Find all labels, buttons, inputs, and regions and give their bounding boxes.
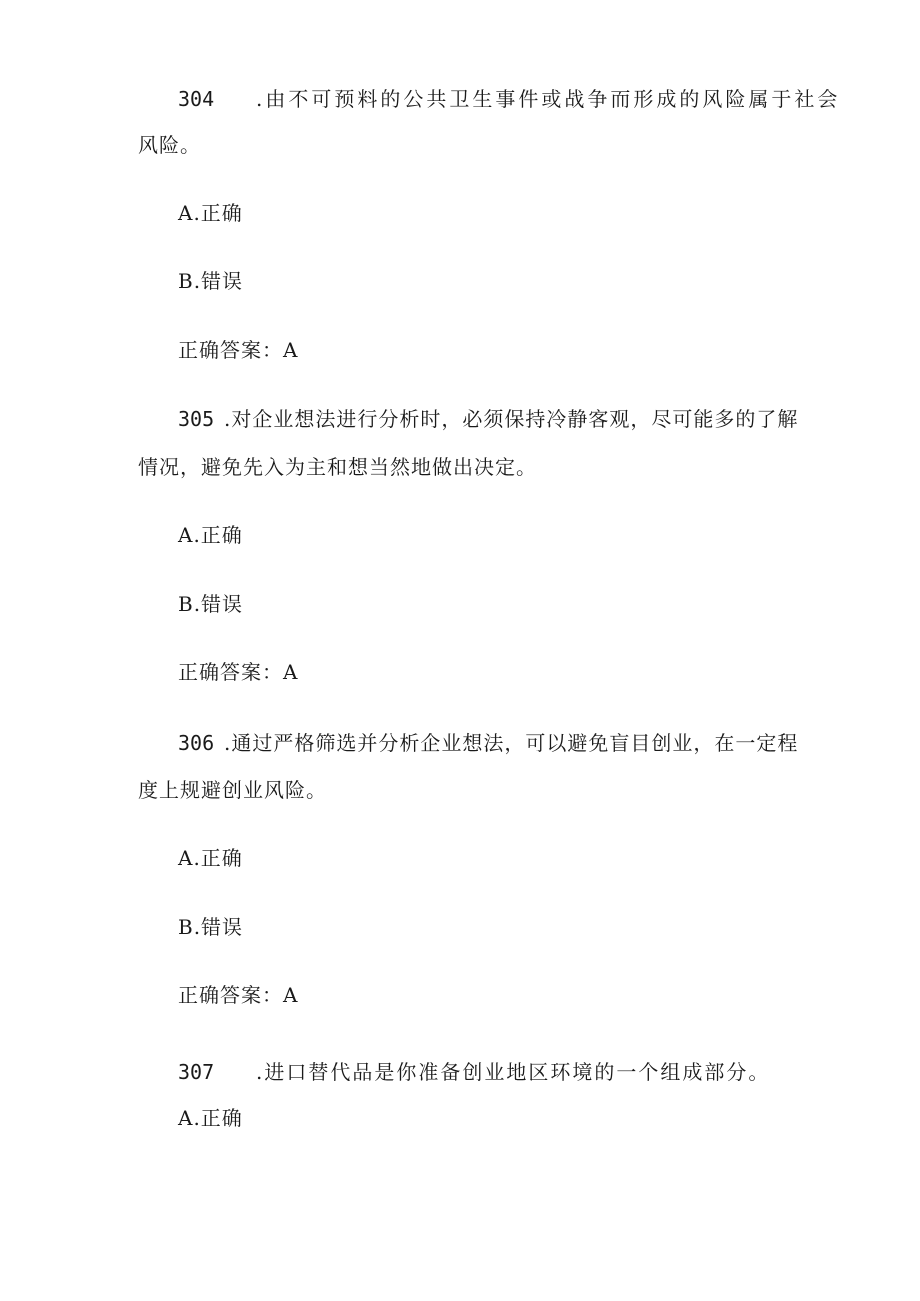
question-304-option-a: A.正确 bbox=[178, 201, 243, 225]
question-305-line1 bbox=[178, 407, 798, 431]
question-number: 305 bbox=[178, 407, 215, 431]
question-307-option-a: A.正确 bbox=[178, 1106, 243, 1130]
question-305-line2: 情况，避免先入为主和想当然地做出决定。 bbox=[138, 455, 537, 479]
question-304-answer: 正确答案：A bbox=[178, 338, 299, 362]
question-stem: .由不可预料的公共卫生事件或战争而形成的风险属于社会 bbox=[256, 87, 841, 111]
question-305-option-a: A.正确 bbox=[178, 523, 243, 547]
question-305-answer: 正确答案：A bbox=[178, 660, 299, 684]
question-305-option-b: B.错误 bbox=[178, 592, 244, 616]
question-306-option-b: B.错误 bbox=[178, 915, 244, 939]
question-stem: .进口替代品是你准备创业地区环境的一个组成部分。 bbox=[256, 1060, 771, 1084]
question-306-answer: 正确答案：A bbox=[178, 983, 299, 1007]
question-number: 306 bbox=[178, 731, 215, 755]
question-304-line1 bbox=[178, 87, 840, 111]
question-304-line2: 风险。 bbox=[138, 133, 201, 157]
question-306-option-a: A.正确 bbox=[178, 846, 243, 870]
question-number: 307 bbox=[178, 1060, 215, 1084]
question-306-line1 bbox=[178, 731, 798, 755]
question-stem: .通过严格筛选并分析企业想法，可以避免盲目创业，在一定程 bbox=[224, 731, 799, 755]
question-306-line2: 度上规避创业风险。 bbox=[138, 778, 327, 802]
question-307-line1 bbox=[178, 1060, 770, 1084]
question-number: 304 bbox=[178, 87, 215, 111]
question-stem: .对企业想法进行分析时，必须保持冷静客观，尽可能多的了解 bbox=[224, 407, 799, 431]
question-304-option-b: B.错误 bbox=[178, 269, 244, 293]
